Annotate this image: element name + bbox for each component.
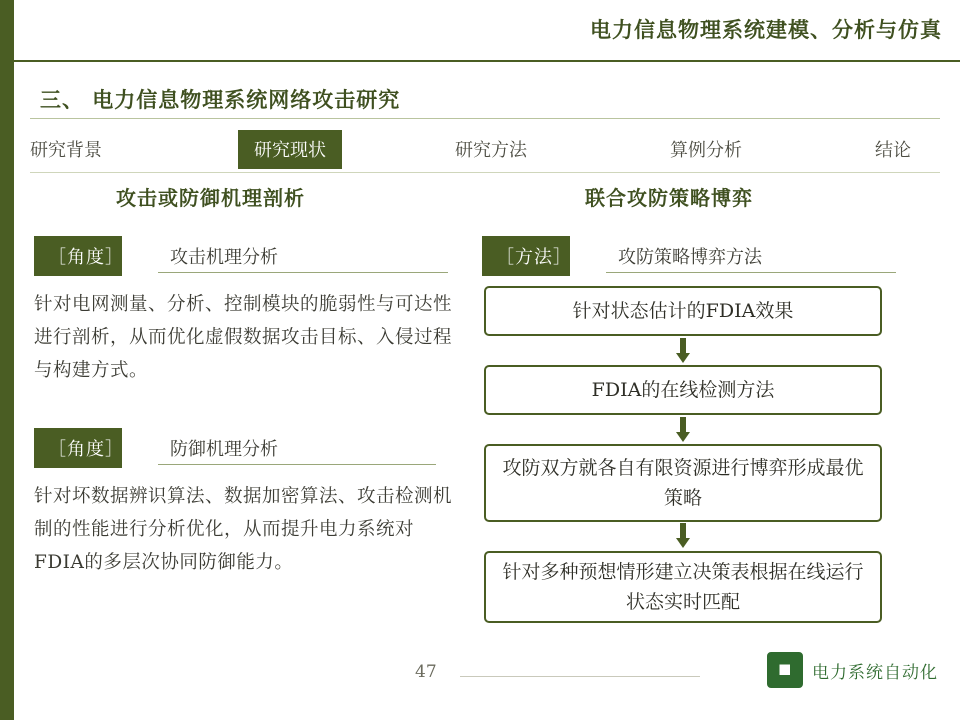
flow-step-2: FDIA的在线检测方法 <box>484 365 882 415</box>
arrow-down-icon-2 <box>674 417 692 443</box>
section-divider <box>30 118 940 119</box>
arrow-down-icon-3 <box>674 523 692 549</box>
flow-step-1: 针对状态估计的FDIA效果 <box>484 286 882 336</box>
nav-item-current-research[interactable]: 研究现状 <box>238 130 342 169</box>
left-block-1-paragraph: 针对电网测量、分析、控制模块的脆弱性与可达性进行剖析，从而优化虚假数据攻击目标、入侵过程与构建方式。 <box>34 294 453 381</box>
right-block-tag: ［方法］ <box>482 236 570 276</box>
left-block-2-tag-label: 防御机理分析 <box>170 439 278 460</box>
qr-code-icon <box>767 652 803 688</box>
section-heading: 三、 电力信息物理系统网络攻击研究 <box>40 87 401 112</box>
left-accent-bar <box>0 0 14 720</box>
footer-badge <box>767 652 938 688</box>
page-number: 47 <box>415 662 437 682</box>
section-nav <box>30 130 940 170</box>
slide-header <box>14 0 960 62</box>
footer-badge-text: 电力系统自动化 <box>812 662 938 683</box>
flow-step-4: 针对多种预想情形建立决策表根据在线运行状态实时匹配 <box>484 551 882 623</box>
right-column-title: 联合攻防策略博弈 <box>585 186 753 210</box>
left-block-2-rule <box>158 464 436 465</box>
left-column-title: 攻击或防御机理剖析 <box>116 186 305 210</box>
nav-divider <box>30 172 940 173</box>
presentation-title: 电力信息物理系统建模、分析与仿真 <box>590 17 942 42</box>
left-block-1-tag-label: 攻击机理分析 <box>170 247 278 268</box>
left-block-2-tag: ［角度］ <box>34 428 122 468</box>
right-block-rule <box>606 272 896 273</box>
nav-item-methods[interactable]: 研究方法 <box>455 140 527 161</box>
right-block-tag-label: 攻防策略博弈方法 <box>618 247 762 268</box>
left-block-1-rule <box>158 272 448 273</box>
left-block-2-paragraph: 针对坏数据辨识算法、数据加密算法、攻击检测机制的性能进行分析优化，从而提升电力系统对FDIA的多层次协同防御能力。 <box>34 486 453 573</box>
flow-step-3: 攻防双方就各自有限资源进行博弈形成最优策略 <box>484 444 882 522</box>
arrow-down-icon-1 <box>674 338 692 364</box>
nav-item-conclusion[interactable]: 结论 <box>875 140 911 161</box>
left-block-1-tag: ［角度］ <box>34 236 122 276</box>
footer-divider <box>460 676 700 677</box>
nav-item-background[interactable]: 研究背景 <box>30 140 102 161</box>
nav-item-case-study[interactable]: 算例分析 <box>670 140 742 161</box>
